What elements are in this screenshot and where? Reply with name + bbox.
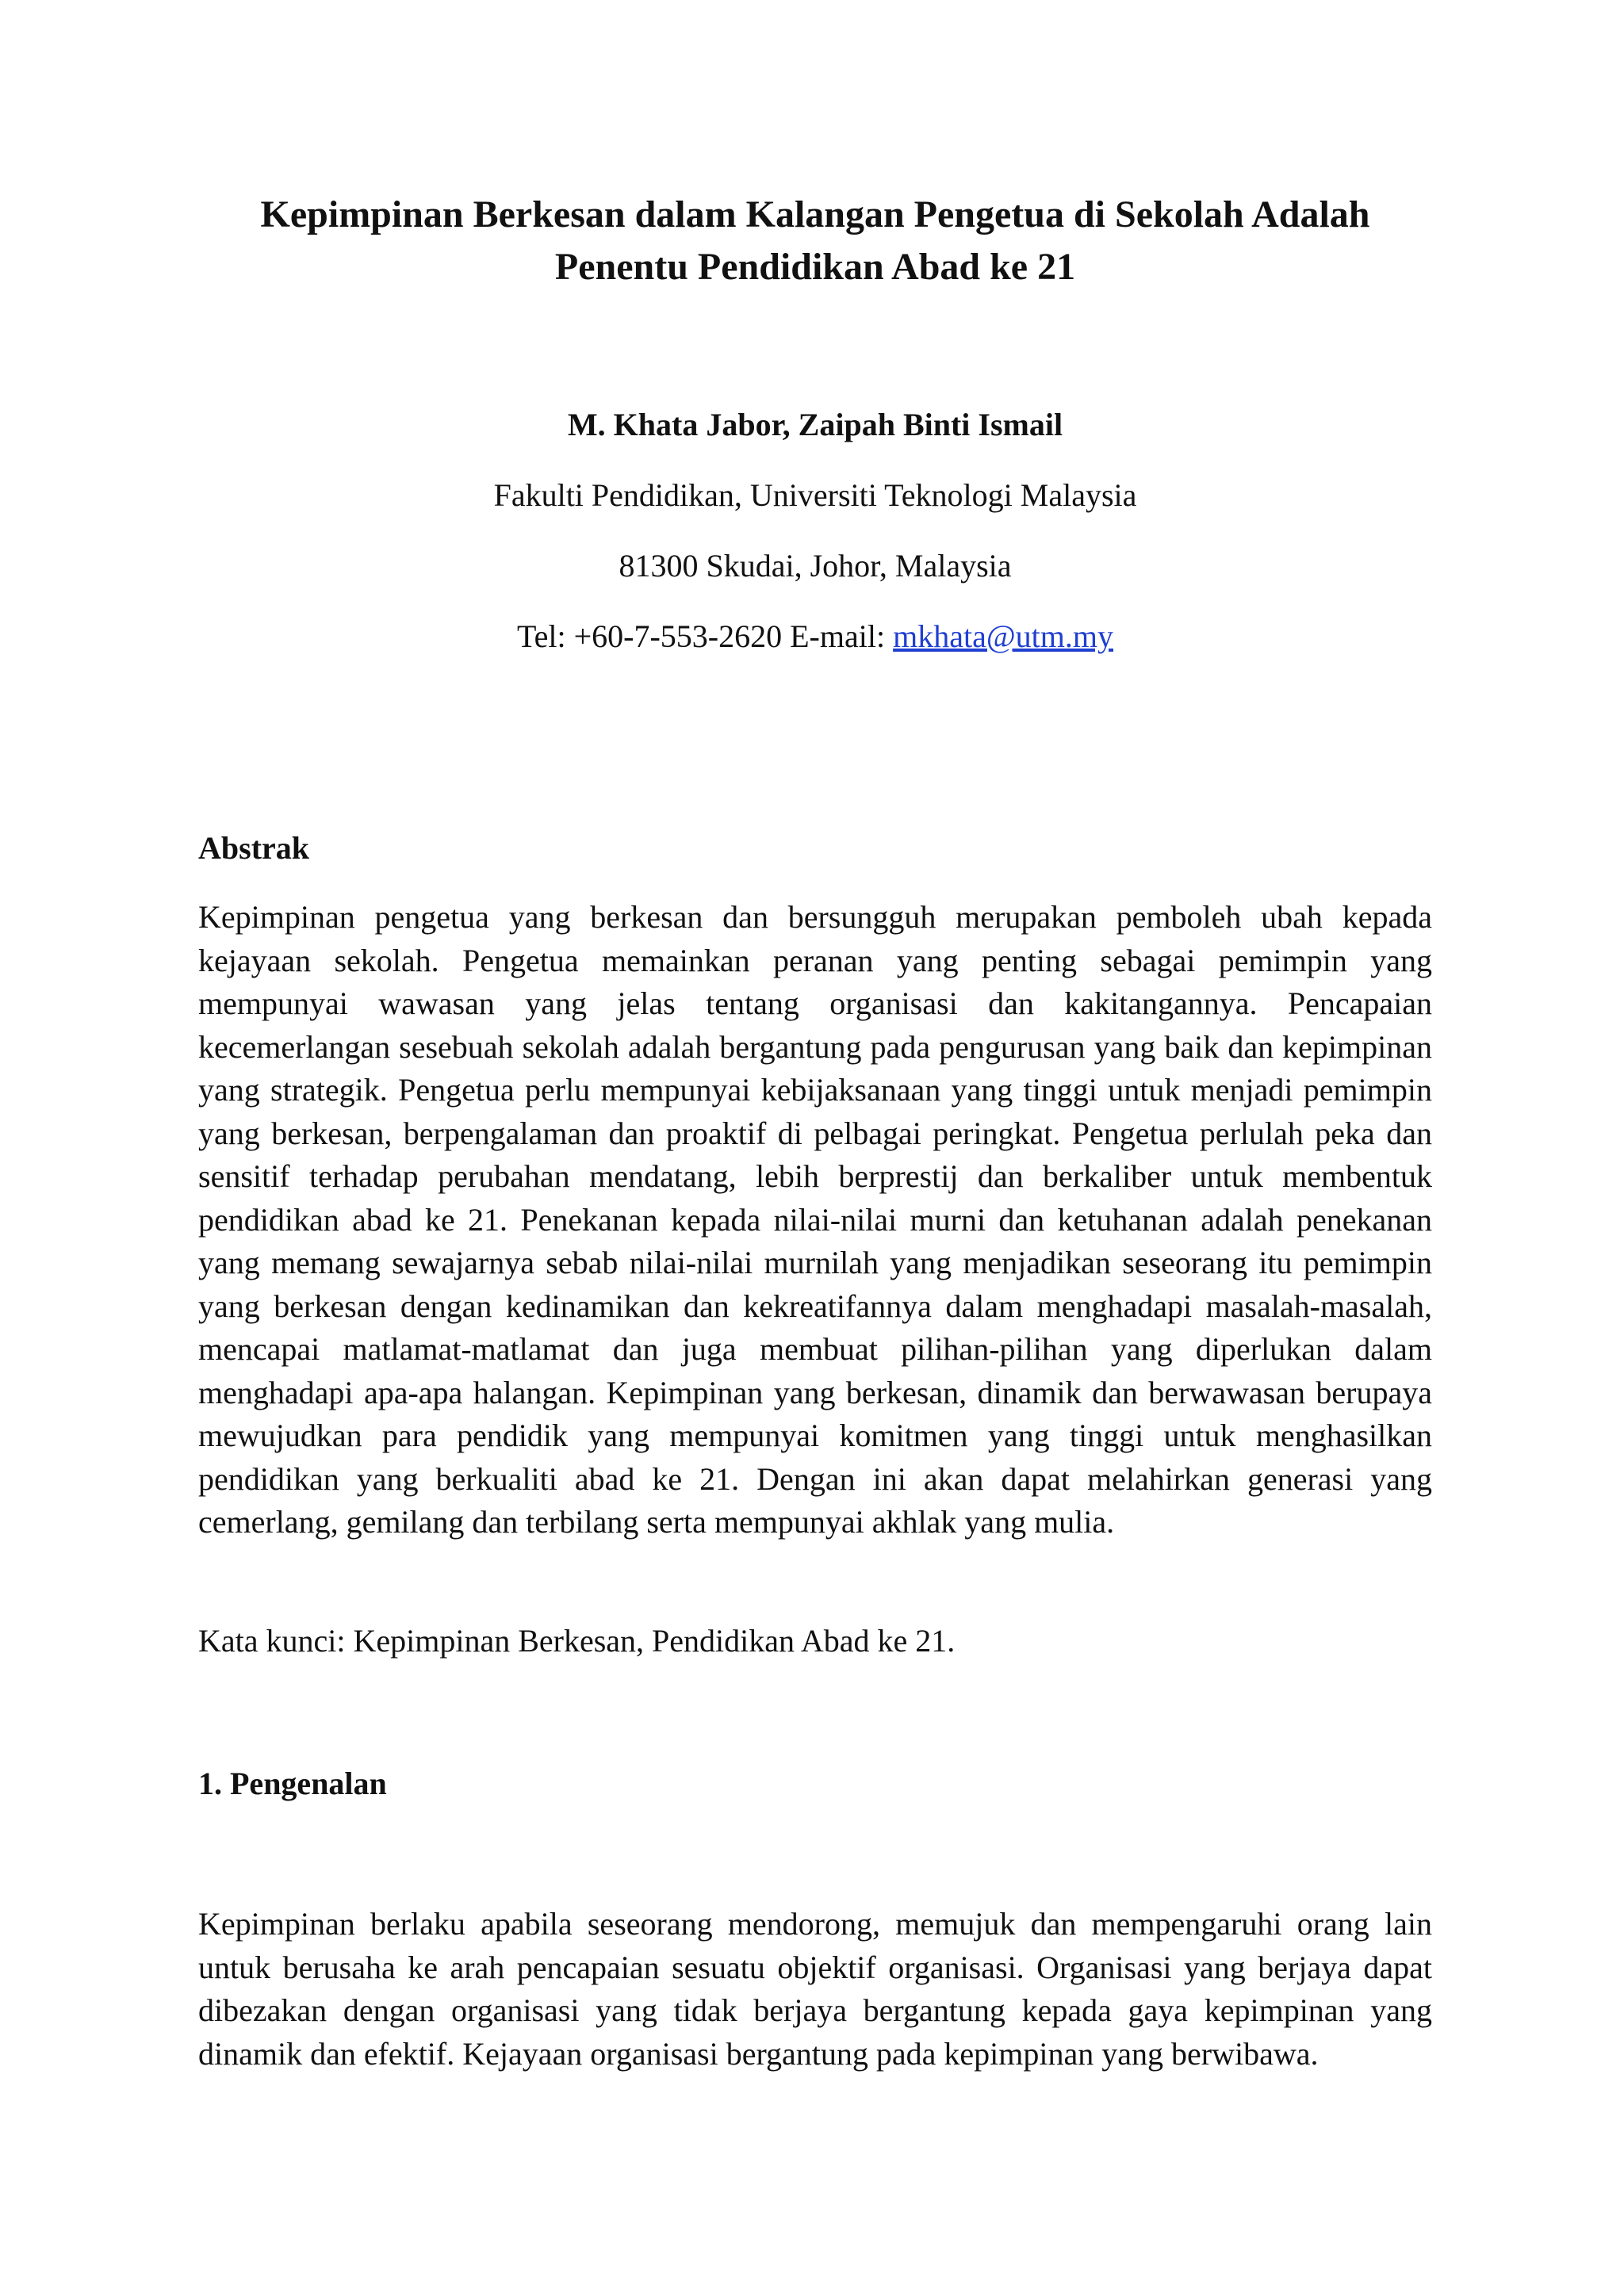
paper-page — [198, 0, 1432, 2296]
abstract-body: Kepimpinan pengetua yang berkesan dan bersungguh merupakan pemboleh ubah kepada kejayaan sekolah. Pengetua memainkan peranan yang penting sebagai pemimpin yang mempunyai wawasan yang jelas tentang organisasi dan kakitangannya. Pencapaian kecemerlangan sesebuah sekolah adalah bergantung pada pengurusan yang baik dan kepimpinan yang strategik. Pengetua perlu mempunyai kebijaksanaan yang tinggi untuk menjadi pemimpin yang berkesan, berpengalaman dan proaktif di pelbagai peringkat. Pengetua perlulah peka dan sensitif terhadap perubahan mendatang, lebih berprestij dan berkaliber untuk membentuk pendidikan abad ke 21. Penekanan kepada nilai-nilai murni dan ketuhanan adalah penekanan yang memang sewajarnya sebab nilai-nilai murnilah yang menjadikan seseorang itu pemimpin yang berkesan dengan kedinamikan dan kekreatifannya dalam menghadapi masalah-masalah, mencapai matlamat-matlamat dan juga membuat pilihan-pilihan yang diperlukan dalam menghadapi apa-apa halangan. Kepimpinan yang berkesan, dinamik dan berwawasan berupaya mewujudkan para pendidik yang mempunyai komitmen yang tinggi untuk menghasilkan pendidikan yang berkualiti abad ke 21. Dengan ini akan dapat melahirkan generasi yang cemerlang, gemilang dan terbilang serta mempunyai akhlak yang mulia. — [198, 899, 1432, 1540]
title-line-2: Penentu Pendidikan Abad ke 21 — [554, 246, 1076, 288]
contact-prefix: Tel: +60-7-553-2620 E-mail: — [516, 618, 894, 654]
affiliation: Fakulti Pendidikan, Universiti Teknologi Malaysia — [493, 477, 1137, 513]
contact-line — [198, 614, 1432, 659]
keywords: Kata kunci: Kepimpinan Berkesan, Pendidikan Abad ke 21. — [198, 1623, 956, 1659]
title-line-1: Kepimpinan Berkesan dalam Kalangan Pengetua di Sekolah Adalah — [260, 193, 1370, 235]
author-names: M. Khata Jabor, Zaipah Binti Ismail — [567, 407, 1063, 442]
paper-title — [198, 189, 1432, 293]
introduction-body: Kepimpinan berlaku apabila seseorang mendorong, memujuk dan mempengaruhi orang lain untuk berusaha ke arah pencapaian sesuatu objektif organisasi. Organisasi yang berjaya dapat dibezakan dengan organisasi yang tidak berjaya bergantung kepada gaya kepimpinan yang dinamik dan efektif. Kejayaan organisasi bergantung pada kepimpinan yang berwibawa. — [198, 1906, 1432, 2072]
abstract-heading: Abstrak — [198, 830, 310, 866]
address: 81300 Skudai, Johor, Malaysia — [619, 548, 1012, 584]
introduction-heading: 1. Pengenalan — [198, 1766, 387, 1801]
email-link[interactable]: mkhata@utm.my — [893, 618, 1114, 654]
